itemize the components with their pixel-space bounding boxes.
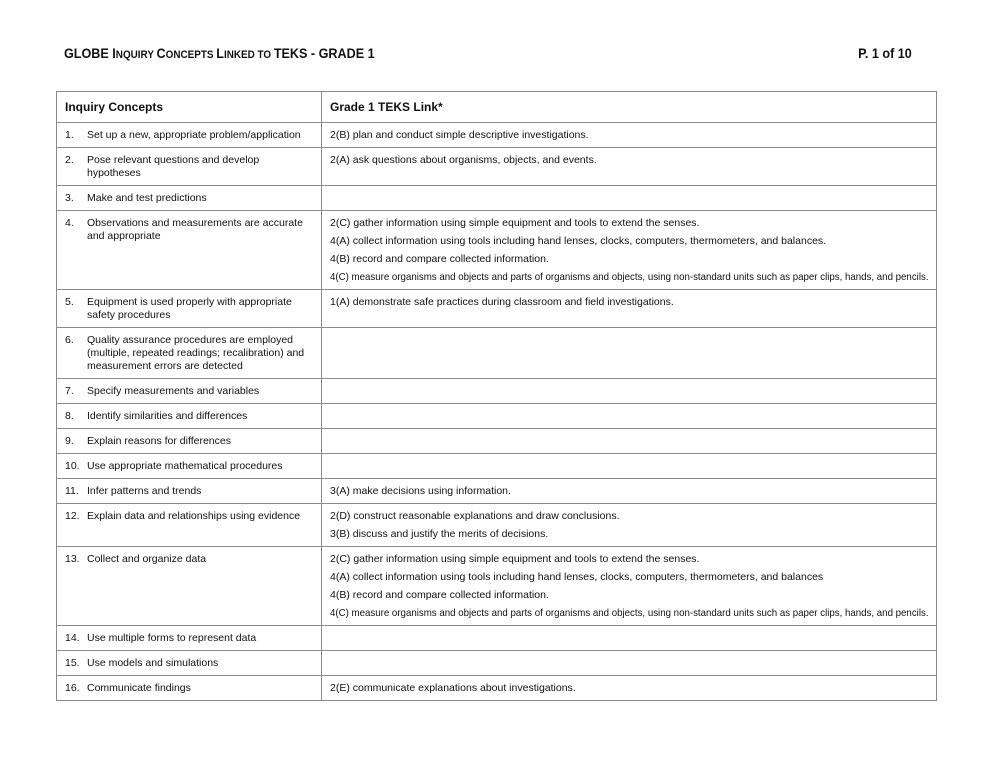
concept-number: 1. (65, 129, 74, 141)
teks-link-cell (322, 429, 937, 454)
inquiry-concept (57, 290, 321, 327)
teks-link-item: 4(A) collect information using tools including hand lenses, clocks, computers, thermometers, and balances (330, 571, 824, 583)
table-row (57, 454, 937, 479)
inquiry-concept (57, 186, 321, 210)
concept-number: 14. (65, 632, 80, 644)
concept-text: Identify similarities and differences (87, 410, 248, 422)
inquiry-concept (57, 328, 321, 378)
inquiry-concept (57, 504, 321, 528)
concept-text: Use appropriate mathematical procedures (87, 460, 283, 472)
concept-text: Use multiple forms to represent data (87, 632, 257, 644)
teks-link-list (322, 148, 936, 172)
inquiry-concept (57, 148, 321, 185)
inquiry-concept-cell (57, 479, 322, 504)
concept-text: Collect and organize data (87, 553, 207, 565)
inquiry-concept (57, 429, 321, 453)
inquiry-concept-cell (57, 328, 322, 379)
inquiry-concept (57, 626, 321, 650)
concept-text: Use models and simulations (87, 657, 219, 669)
concept-text: Explain reasons for differences (87, 435, 231, 447)
teks-link-item: 2(A) ask questions about organisms, objects, and events. (330, 154, 597, 166)
table-row (57, 148, 937, 186)
table-row (57, 123, 937, 148)
teks-link-item: 2(B) plan and conduct simple descriptive investigations. (330, 129, 589, 141)
concept-text: Equipment is used properly with appropriate safety procedures (87, 296, 292, 321)
inquiry-concept (57, 404, 321, 428)
teks-link-list (322, 379, 936, 403)
inquiry-concept-cell (57, 676, 322, 701)
teks-link-item: 4(C) measure organisms and objects and parts of organisms and objects, using non-standard units such as paper clips, hands, and pencils. (330, 271, 929, 283)
teks-link-cell (322, 123, 937, 148)
title-part-globe: GLOBE (64, 45, 113, 61)
teks-link-cell (322, 479, 937, 504)
inquiry-concept-cell (57, 290, 322, 328)
table-row (57, 429, 937, 454)
teks-link-item: 4(B) record and compare collected information. (330, 589, 549, 601)
table-row (57, 626, 937, 651)
teks-link-cell (322, 290, 937, 328)
inquiry-concept (57, 651, 321, 675)
teks-link-list (322, 404, 936, 428)
title-part-i: I (112, 45, 116, 61)
inquiry-concept-cell (57, 379, 322, 404)
teks-link-cell (322, 211, 937, 290)
concept-number: 7. (65, 385, 74, 397)
table-row (57, 479, 937, 504)
table-header-row (57, 92, 937, 123)
table-row (57, 676, 937, 701)
teks-link-list (322, 123, 936, 147)
table-row (57, 211, 937, 290)
teks-link-item: 3(A) make decisions using information. (330, 485, 511, 497)
inquiry-concept-cell (57, 123, 322, 148)
concept-text: Quality assurance procedures are employed (multiple, repeated readings; recalibration) and measurement errors are detected (87, 334, 305, 372)
table-row (57, 328, 937, 379)
teks-link-cell (322, 148, 937, 186)
inquiry-concept (57, 479, 321, 503)
inquiry-concept (57, 547, 321, 571)
concept-number: 16. (65, 682, 80, 694)
teks-link-cell (322, 547, 937, 626)
teks-link-item: 4(C) measure organisms and objects and parts of organisms and objects, using non-standard units such as paper clips, hands, and pencils. (330, 607, 929, 619)
table-row (57, 504, 937, 547)
concept-number: 4. (65, 217, 74, 229)
teks-link-list (322, 328, 936, 352)
concept-text: Communicate findings (87, 682, 191, 694)
teks-link-cell (322, 186, 937, 211)
table-row (57, 651, 937, 676)
teks-link-list (322, 429, 936, 453)
concept-number: 5. (65, 296, 74, 308)
table-row (57, 547, 937, 626)
page-header (64, 45, 912, 67)
inquiry-concept-cell (57, 504, 322, 547)
concept-text: Set up a new, appropriate problem/application (87, 129, 301, 141)
teks-link-cell (322, 676, 937, 701)
teks-link-item: 3(B) discuss and justify the merits of decisions. (330, 528, 549, 540)
column-header-teks-link (322, 92, 937, 123)
concept-text: Explain data and relationships using evidence (87, 510, 301, 522)
table-row (57, 404, 937, 429)
concept-number: 15. (65, 657, 80, 669)
inquiry-concept-cell (57, 404, 322, 429)
inquiry-concept-cell (57, 211, 322, 290)
teks-link-item: 2(C) gather information using simple equipment and tools to extend the senses. (330, 217, 700, 229)
title-part-l: L (216, 45, 224, 61)
concept-number: 13. (65, 553, 80, 565)
table-row (57, 186, 937, 211)
teks-link-list (322, 186, 936, 210)
concept-text: Infer patterns and trends (87, 485, 202, 497)
inquiry-concept-cell (57, 148, 322, 186)
concept-number: 6. (65, 334, 74, 346)
table-row (57, 290, 937, 328)
inquiry-concept-cell (57, 547, 322, 626)
teks-link-item: 1(A) demonstrate safe practices during classroom and field investigations. (330, 296, 674, 308)
title-part-rest: TEKS - GRADE 1 (273, 45, 375, 61)
teks-link-list (322, 547, 936, 625)
teks-link-item: 2(D) construct reasonable explanations and draw conclusions. (330, 510, 620, 522)
teks-link-item: 4(B) record and compare collected information. (330, 253, 549, 265)
title-part-nquiry: NQUIRY (115, 49, 157, 61)
inquiry-concept-cell (57, 186, 322, 211)
document-title (64, 45, 375, 61)
concept-number: 12. (65, 510, 80, 522)
teks-link-list (322, 290, 936, 314)
column-header-label: Grade 1 TEKS Link* (330, 99, 443, 114)
inquiry-concept (57, 123, 321, 147)
title-part-c: C (156, 45, 166, 61)
inquiry-concept-cell (57, 626, 322, 651)
inquiry-concept-cell (57, 651, 322, 676)
inquiry-concept (57, 676, 321, 700)
teks-link-list (322, 479, 936, 503)
teks-link-cell (322, 626, 937, 651)
concept-number: 11. (65, 485, 79, 497)
inquiry-concept-cell (57, 454, 322, 479)
teks-link-list (322, 651, 936, 675)
teks-link-cell (322, 379, 937, 404)
page-number: P. 1 of 10 (858, 45, 912, 61)
concept-number: 10. (65, 460, 80, 472)
concept-number: 9. (65, 435, 74, 447)
concept-number: 3. (65, 192, 74, 204)
teks-link-list (322, 504, 936, 546)
concept-number: 2. (65, 154, 74, 166)
teks-link-item: 2(C) gather information using simple equipment and tools to extend the senses. (330, 553, 700, 565)
inquiry-concept (57, 454, 321, 478)
inquiry-concept (57, 211, 321, 248)
teks-link-list (322, 211, 936, 289)
teks-link-cell (322, 328, 937, 379)
column-header-label: Inquiry Concepts (65, 99, 164, 114)
teks-link-list (322, 454, 936, 478)
concept-number: 8. (65, 410, 74, 422)
teks-link-cell (322, 454, 937, 479)
teks-link-list (322, 676, 936, 700)
table-body (57, 123, 937, 701)
teks-link-list (322, 626, 936, 650)
concept-text: Specify measurements and variables (87, 385, 260, 397)
title-part-oncepts: ONCEPTS (165, 49, 217, 61)
teks-link-cell (322, 651, 937, 676)
table-row (57, 379, 937, 404)
column-header-inquiry-concepts (57, 92, 322, 123)
concept-text: Make and test predictions (87, 192, 207, 204)
teks-link-item: 4(A) collect information using tools including hand lenses, clocks, computers, thermometers, and balances. (330, 235, 827, 247)
inquiry-concepts-table (56, 91, 937, 701)
concept-text: Pose relevant questions and develop hypotheses (87, 154, 260, 179)
teks-link-item: 2(E) communicate explanations about investigations. (330, 682, 576, 694)
title-part-inked: INKED TO (223, 49, 274, 61)
concept-text: Observations and measurements are accurate and appropriate (87, 217, 303, 242)
inquiry-concept (57, 379, 321, 403)
inquiry-concept-cell (57, 429, 322, 454)
teks-link-cell (322, 404, 937, 429)
teks-link-cell (322, 504, 937, 547)
